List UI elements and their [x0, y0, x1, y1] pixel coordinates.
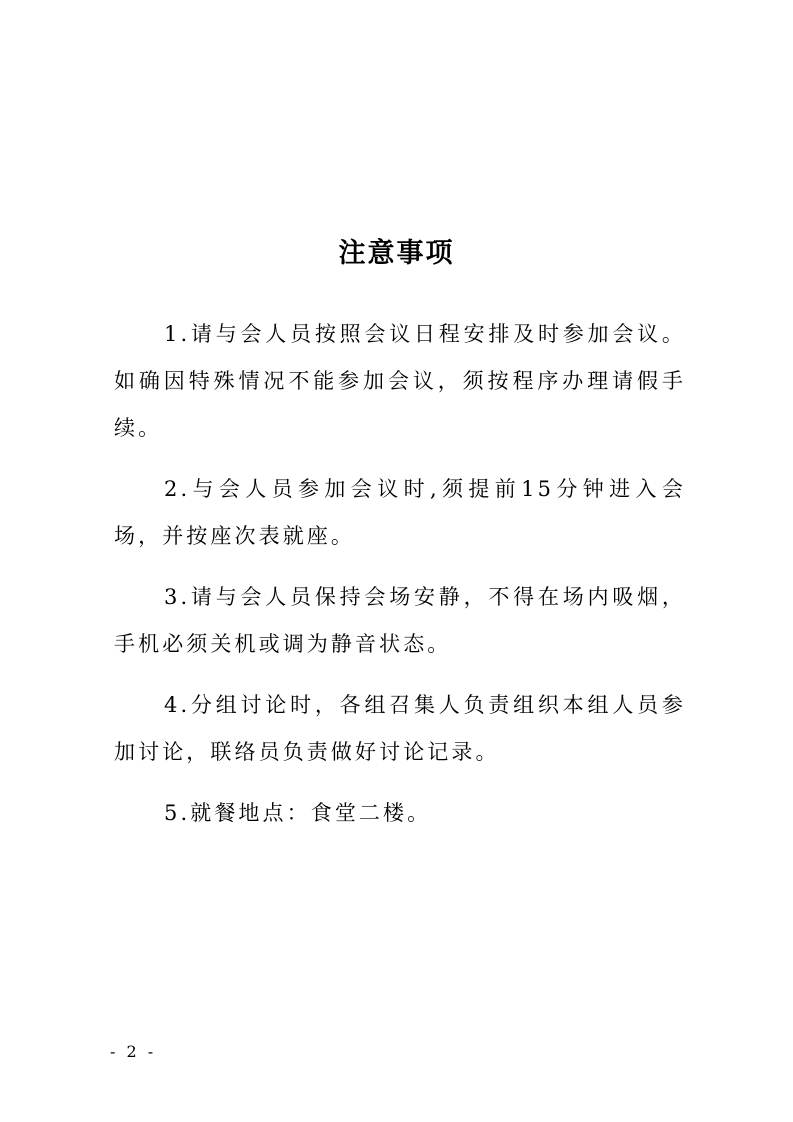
notice-item-2: 2.与会人员参加会议时,须提前15分钟进入会场，并按座次表就座。: [114, 477, 686, 548]
notice-item-5: 5.就餐地点：食堂二楼。: [164, 801, 432, 825]
page-title: 注意事项: [338, 238, 455, 269]
notice-item-1: 1.请与会人员按照会议日程安排及时参加会议。如确因特殊情况不能参加会议，须按程序办理请假手续。: [114, 322, 686, 440]
notice-list: [114, 311, 686, 851]
page-number: - 2 -: [110, 1042, 157, 1061]
notice-item-3: 3.请与会人员保持会场安静，不得在场内吸烟，手机必须关机或调为静音状态。: [114, 585, 686, 656]
notice-item-4: 4.分组讨论时，各组召集人负责组织本组人员参加讨论，联络员负责做好讨论记录。: [114, 693, 686, 764]
